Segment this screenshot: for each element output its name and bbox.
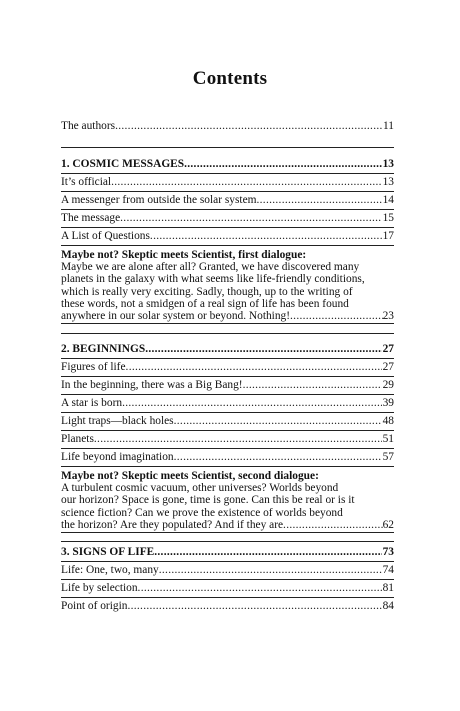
dot-leader — [126, 359, 382, 376]
chapter-heading[interactable] — [61, 156, 394, 173]
entry-label: Life by selection — [61, 582, 138, 594]
entry-page: 17 — [382, 230, 394, 242]
entry-label: A star is born — [61, 397, 123, 409]
entry-label: Planets — [61, 433, 94, 445]
dot-leader — [154, 544, 381, 561]
entry-page: 27 — [382, 361, 394, 373]
dialogue-heading: Maybe not? Skeptic meets Scientist, second dialogue: — [61, 470, 319, 482]
toc-entry[interactable] — [61, 359, 394, 376]
dialogue-line: science fiction? Can we prove the existence of worlds beyond — [61, 506, 343, 519]
entry-label: A List of Questions — [61, 230, 150, 242]
entry-label: Life: One, two, many — [61, 564, 159, 576]
toc-entry[interactable] — [61, 598, 394, 615]
dialogue-line: anywhere in our solar system or beyond. Nothing! — [61, 310, 291, 323]
dialogue-entry[interactable] — [61, 467, 394, 531]
entry-page: 15 — [382, 212, 394, 224]
dialogue-last-line — [61, 310, 394, 322]
toc-entry[interactable] — [61, 413, 394, 430]
chapter-heading[interactable] — [61, 341, 394, 358]
dot-leader — [243, 377, 382, 394]
chapter-1 — [61, 156, 394, 324]
entry-label: Point of origin — [61, 600, 128, 612]
entry-page: 14 — [382, 194, 394, 206]
dot-leader — [184, 156, 382, 173]
chapter-heading[interactable] — [61, 544, 394, 561]
dialogue-line: the horizon? Are they populated? And if they are — [61, 518, 284, 531]
entry-label: Life beyond imagination — [61, 451, 174, 463]
entry-page: 84 — [382, 600, 394, 612]
dot-leader — [115, 118, 382, 135]
dot-leader — [174, 449, 382, 466]
toc-entry[interactable] — [61, 431, 394, 448]
entry-page: 29 — [382, 379, 394, 391]
dot-leader — [283, 519, 383, 531]
dot-leader — [257, 192, 382, 209]
toc-entry-authors[interactable] — [61, 118, 394, 135]
dialogue-entry[interactable] — [61, 246, 394, 322]
entry-label: 2. BEGINNINGS — [61, 343, 146, 355]
entry-page: 27 — [382, 343, 394, 355]
dot-leader — [290, 310, 383, 322]
dot-leader — [127, 598, 381, 615]
entry-page: 74 — [382, 564, 394, 576]
entry-rule — [61, 323, 394, 324]
toc-entry[interactable] — [61, 377, 394, 394]
dialogue-line: these words, not a smidgen of a real sign of life has been found — [61, 297, 349, 310]
dot-leader — [159, 562, 382, 579]
entry-label: The message — [61, 212, 121, 224]
page-title: Contents — [192, 68, 268, 89]
section-divider — [61, 333, 394, 334]
entry-page: 51 — [382, 433, 394, 445]
toc-entry[interactable] — [61, 174, 394, 191]
entry-page: 11 — [383, 120, 394, 132]
entry-page: 57 — [382, 451, 394, 463]
entry-label: The authors — [61, 120, 116, 132]
section-divider — [61, 147, 394, 148]
chapter-2 — [61, 341, 394, 533]
toc-entry[interactable] — [61, 192, 394, 209]
entry-page: 73 — [382, 546, 394, 558]
dot-leader — [94, 431, 382, 448]
entry-rule — [61, 532, 394, 533]
dot-leader — [150, 228, 382, 245]
entry-label: A messenger from outside the solar system — [61, 194, 257, 206]
entry-page: 13 — [382, 176, 394, 188]
dialogue-line: Maybe we are alone after all? Granted, we have discovered many — [61, 261, 360, 274]
toc-entry[interactable] — [61, 449, 394, 466]
dot-leader — [138, 580, 382, 597]
entry-page: 62 — [382, 518, 394, 531]
dot-leader — [120, 210, 381, 227]
dot-leader — [122, 395, 382, 412]
entry-page: 81 — [382, 582, 394, 594]
toc-entry[interactable] — [61, 228, 394, 245]
toc-entry[interactable] — [61, 580, 394, 597]
dot-leader — [174, 413, 382, 430]
entry-page: 39 — [382, 397, 394, 409]
entry-page: 23 — [382, 310, 394, 323]
entry-page: 48 — [382, 415, 394, 427]
entry-label: It’s official — [61, 176, 112, 188]
entry-label: In the beginning, there was a Big Bang! — [61, 379, 243, 391]
entry-label: Light traps—black holes — [61, 415, 174, 427]
toc-entry[interactable] — [61, 562, 394, 579]
front-matter — [61, 118, 394, 135]
entry-label: Figures of life — [61, 361, 126, 373]
toc-entry[interactable] — [61, 395, 394, 412]
dot-leader — [145, 341, 381, 358]
entry-label: 3. SIGNS OF LIFE — [61, 546, 155, 558]
dialogue-line: A turbulent cosmic vacuum, other universes? Worlds beyond — [61, 482, 339, 495]
dot-leader — [111, 174, 382, 191]
dialogue-heading: Maybe not? Skeptic meets Scientist, first dialogue: — [61, 249, 307, 261]
dialogue-line: our horizon? Space is gone, time is gone. Can this be real or is it — [61, 494, 355, 507]
chapter-3 — [61, 544, 394, 615]
dialogue-line: planets in the galaxy with what seems like life-friendly conditions, — [61, 273, 365, 286]
toc-entry[interactable] — [61, 210, 394, 227]
entry-label: 1. COSMIC MESSAGES — [61, 158, 185, 170]
dialogue-line: which is really very exciting. Sadly, though, up to the writing of — [61, 285, 353, 298]
entry-page: 13 — [382, 158, 394, 170]
dialogue-last-line — [61, 519, 394, 531]
section-divider — [61, 541, 394, 542]
